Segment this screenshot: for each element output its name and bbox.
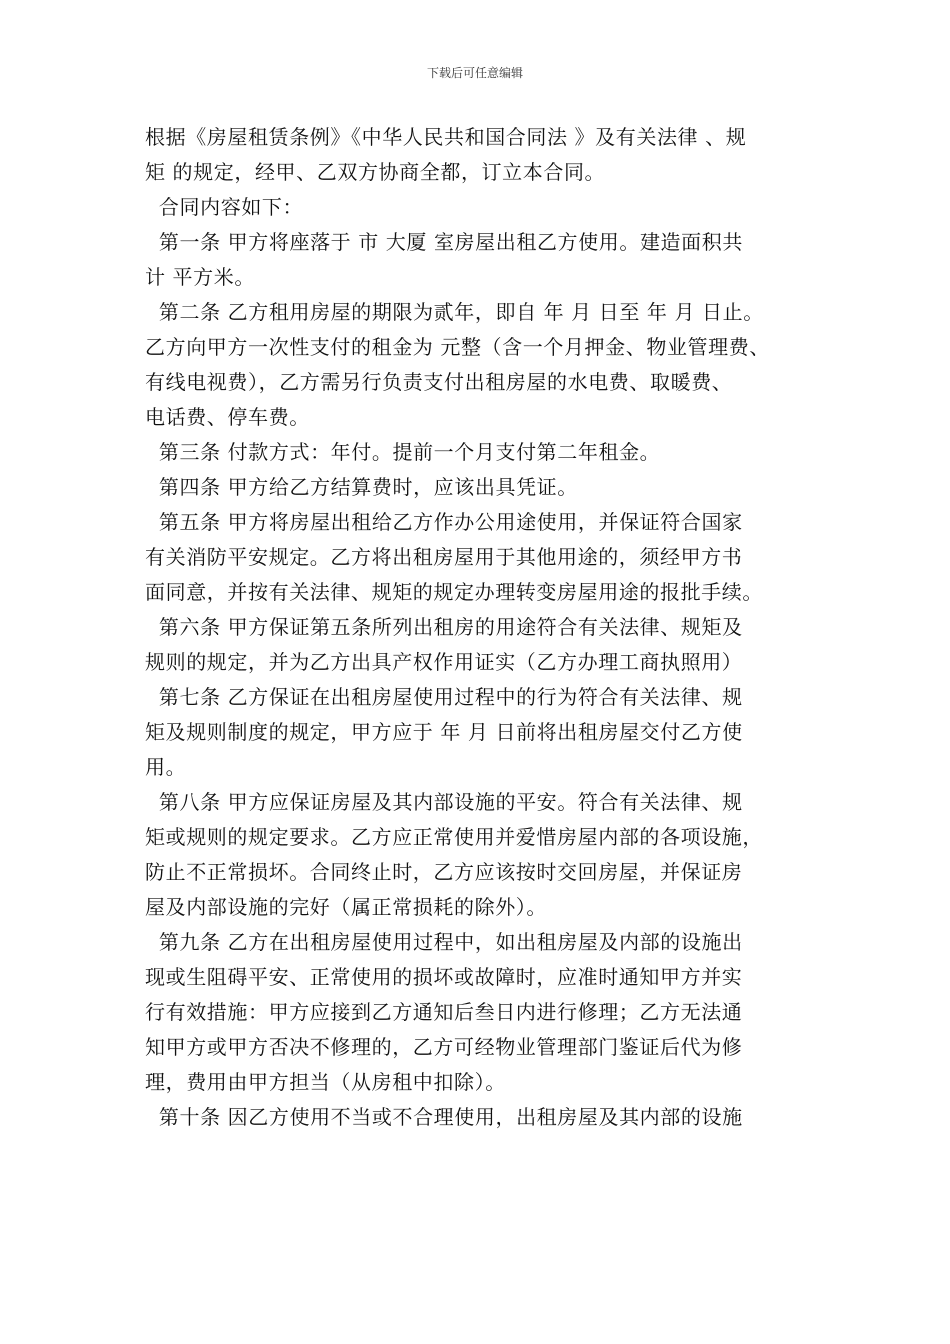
page-header: 下载后可任意编辑 bbox=[426, 66, 523, 80]
contract-paragraph bbox=[145, 1100, 810, 1135]
contract-paragraph bbox=[145, 435, 810, 470]
paragraph-line: 第七条 乙方保证在出租房屋使用过程中的行为符合有关法律、规 bbox=[145, 685, 743, 709]
paragraph-line: 合同内容如下： bbox=[145, 195, 304, 219]
paragraph-line: 有线电视费），乙方需另行负责支付出租房屋的水电费、取暖费、 bbox=[145, 370, 733, 394]
paragraph-line: 有关消防平安规定。乙方将出租房屋用于其他用途的，须经甲方书 bbox=[145, 545, 743, 569]
paragraph-line: 用。 bbox=[145, 755, 187, 779]
paragraph-line: 矩及规则制度的规定，甲方应于 年 月 日前将出租房屋交付乙方使 bbox=[145, 720, 743, 744]
contract-paragraph bbox=[145, 925, 810, 1100]
paragraph-line: 矩 的规定，经甲、乙双方协商全都，订立本合同。 bbox=[145, 160, 606, 184]
paragraph-line: 乙方向甲方一次性支付的租金为 元整（含一个月押金、物业管理费、 bbox=[145, 335, 770, 359]
paragraph-line: 第五条 甲方将房屋出租给乙方作办公用途使用，并保证符合国家 bbox=[145, 510, 743, 534]
contract-paragraph bbox=[145, 610, 810, 680]
paragraph-line: 第九条 乙方在出租房屋使用过程中，如出租房屋及内部的设施出 bbox=[145, 930, 743, 954]
paragraph-line: 屋及内部设施的完好（属正常损耗的除外）。 bbox=[145, 895, 547, 919]
contract-paragraph bbox=[145, 120, 810, 190]
paragraph-line: 知甲方或甲方否决不修理的，乙方可经物业管理部门鉴证后代为修 bbox=[145, 1035, 743, 1059]
contract-paragraph bbox=[145, 190, 810, 225]
paragraph-line: 电话费、停车费。 bbox=[145, 405, 310, 429]
contract-paragraph bbox=[145, 505, 810, 610]
paragraph-line: 计 平方米。 bbox=[145, 265, 255, 289]
paragraph-line: 现或生阻碍平安、正常使用的损坏或故障时，应准时通知甲方并实 bbox=[145, 965, 743, 989]
paragraph-line: 第四条 甲方给乙方结算费时，应该出具凭证。 bbox=[145, 475, 578, 499]
paragraph-line: 第六条 甲方保证第五条所列出租房的用途符合有关法律、规矩及 bbox=[145, 615, 743, 639]
paragraph-line: 根据《房屋租赁条例》《中华人民共和国合同法 》及有关法律 、规 bbox=[145, 125, 747, 149]
paragraph-line: 规则的规定，并为乙方出具产权作用证实（乙方办理工商执照用） bbox=[145, 650, 743, 674]
contract-paragraph bbox=[145, 295, 810, 435]
paragraph-line: 第八条 甲方应保证房屋及其内部设施的平安。符合有关法律、规 bbox=[145, 790, 743, 814]
paragraph-line: 矩或规则的规定要求。乙方应正常使用并爱惜房屋内部的各项设施， bbox=[145, 825, 763, 849]
paragraph-line: 行有效措施：甲方应接到乙方通知后叁日内进行修理；乙方无法通 bbox=[145, 1000, 743, 1024]
contract-paragraph bbox=[145, 680, 810, 785]
paragraph-line: 面同意，并按有关法律、规矩的规定办理转变房屋用途的报批手续。 bbox=[145, 580, 763, 604]
contract-body bbox=[145, 120, 810, 1135]
contract-paragraph bbox=[145, 785, 810, 925]
contract-paragraph bbox=[145, 470, 810, 505]
paragraph-line: 第一条 甲方将座落于 市 大厦 室房屋出租乙方使用。建造面积共 bbox=[145, 230, 743, 254]
paragraph-line: 理，费用由甲方担当（从房租中扣除）。 bbox=[145, 1070, 506, 1094]
paragraph-line: 第十条 因乙方使用不当或不合理使用，出租房屋及其内部的设施 bbox=[145, 1105, 743, 1129]
contract-paragraph bbox=[145, 225, 810, 295]
paragraph-line: 第三条 付款方式：年付。提前一个月支付第二年租金。 bbox=[145, 440, 661, 464]
paragraph-line: 第二条 乙方租用房屋的期限为贰年，即自 年 月 日至 年 月 日止。 bbox=[145, 300, 764, 324]
paragraph-line: 防止不正常损坏。合同终止时，乙方应该按时交回房屋，并保证房 bbox=[145, 860, 743, 884]
